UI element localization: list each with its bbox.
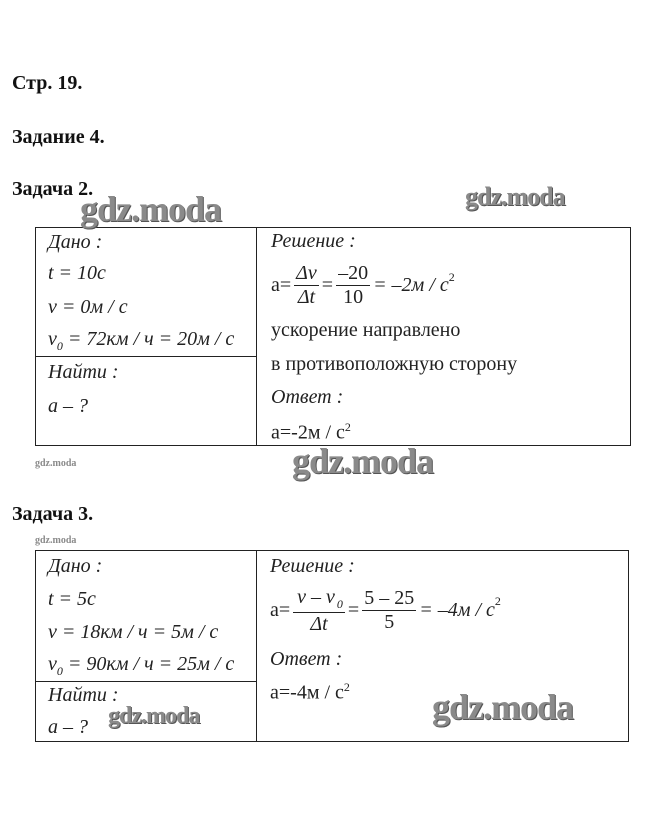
fraction: [362, 587, 416, 634]
given-velocity: v = 0м / с: [48, 296, 128, 318]
equals: =: [347, 599, 360, 622]
watermark: gdz.moda: [432, 687, 574, 727]
find-label: Найти :: [48, 361, 119, 383]
explanation-line: ускорение направлено: [271, 319, 461, 341]
column-divider: [256, 228, 257, 445]
find-value: a – ?: [48, 716, 88, 738]
given-time: t = 10c: [48, 262, 106, 284]
solution-label: Решение :: [270, 555, 355, 577]
watermark: gdz.moda: [108, 703, 200, 729]
watermark: gdz.moda: [465, 182, 565, 211]
solution-label: Решение :: [271, 230, 356, 252]
subscript: 0: [336, 597, 343, 611]
exponent: 2: [343, 680, 350, 694]
v0-subscript: 0: [56, 664, 63, 678]
exponent: 2: [344, 420, 351, 434]
watermark: gdz.moda: [35, 535, 77, 546]
given-initial-velocity: [48, 654, 234, 677]
v0-value: = 90км / ч = 25м / с: [67, 653, 235, 675]
numerator: [293, 586, 345, 613]
answer-label: Ответ :: [270, 648, 343, 670]
numerator: –20: [338, 262, 369, 284]
given-velocity: v = 18км / ч = 5м / с: [48, 621, 219, 643]
acceleration-formula: [270, 586, 501, 636]
answer-text: a=-4м / с: [270, 681, 344, 704]
find-label: Найти :: [48, 684, 119, 706]
v0-subscript: 0: [56, 339, 63, 353]
watermark: gdz.moda: [292, 441, 434, 481]
given-initial-velocity: [48, 329, 234, 352]
v0-symbol: v: [48, 653, 57, 675]
watermark: gdz.moda: [35, 458, 77, 469]
task-heading: Задание 4.: [12, 126, 105, 148]
explanation-line: в противоположную сторону: [271, 353, 518, 375]
watermark: gdz.moda: [80, 189, 222, 229]
column-divider: [256, 551, 257, 741]
fraction: [294, 262, 319, 309]
denominator: Δt: [297, 286, 316, 308]
denominator: 10: [343, 286, 364, 308]
formula-lhs: a=: [270, 599, 291, 622]
numerator: Δv: [296, 262, 317, 284]
equals: =: [321, 274, 334, 296]
v0-value: = 72км / ч = 20м / с: [67, 328, 235, 350]
problem2-heading: Задача 2.: [12, 178, 94, 200]
numerator: 5 – 25: [364, 587, 415, 610]
answer-label: Ответ :: [271, 386, 344, 408]
formula-result: = –2м / с: [373, 274, 449, 296]
row-divider: [36, 681, 257, 682]
formula-result: = –4м / с: [419, 599, 495, 622]
page-heading: Стр. 19.: [12, 72, 83, 94]
fraction: [336, 262, 370, 309]
formula-lhs: a=: [271, 274, 292, 296]
find-value: a – ?: [48, 395, 88, 417]
fraction: [293, 586, 345, 636]
given-label: Дано :: [48, 231, 103, 253]
given-label: Дано :: [48, 555, 103, 577]
exponent: 2: [494, 594, 501, 608]
answer-value: [270, 681, 350, 703]
problem3-heading: Задача 3.: [12, 503, 94, 525]
row-divider: [36, 356, 257, 357]
numerator-text: v – v: [297, 586, 335, 608]
given-time: t = 5c: [48, 588, 96, 610]
acceleration-formula: [271, 262, 455, 309]
v0-symbol: v: [48, 328, 57, 350]
denominator: Δt: [310, 612, 328, 635]
denominator: 5: [384, 611, 395, 634]
answer-text: a=-2м / с: [271, 421, 345, 444]
exponent: 2: [448, 270, 455, 284]
